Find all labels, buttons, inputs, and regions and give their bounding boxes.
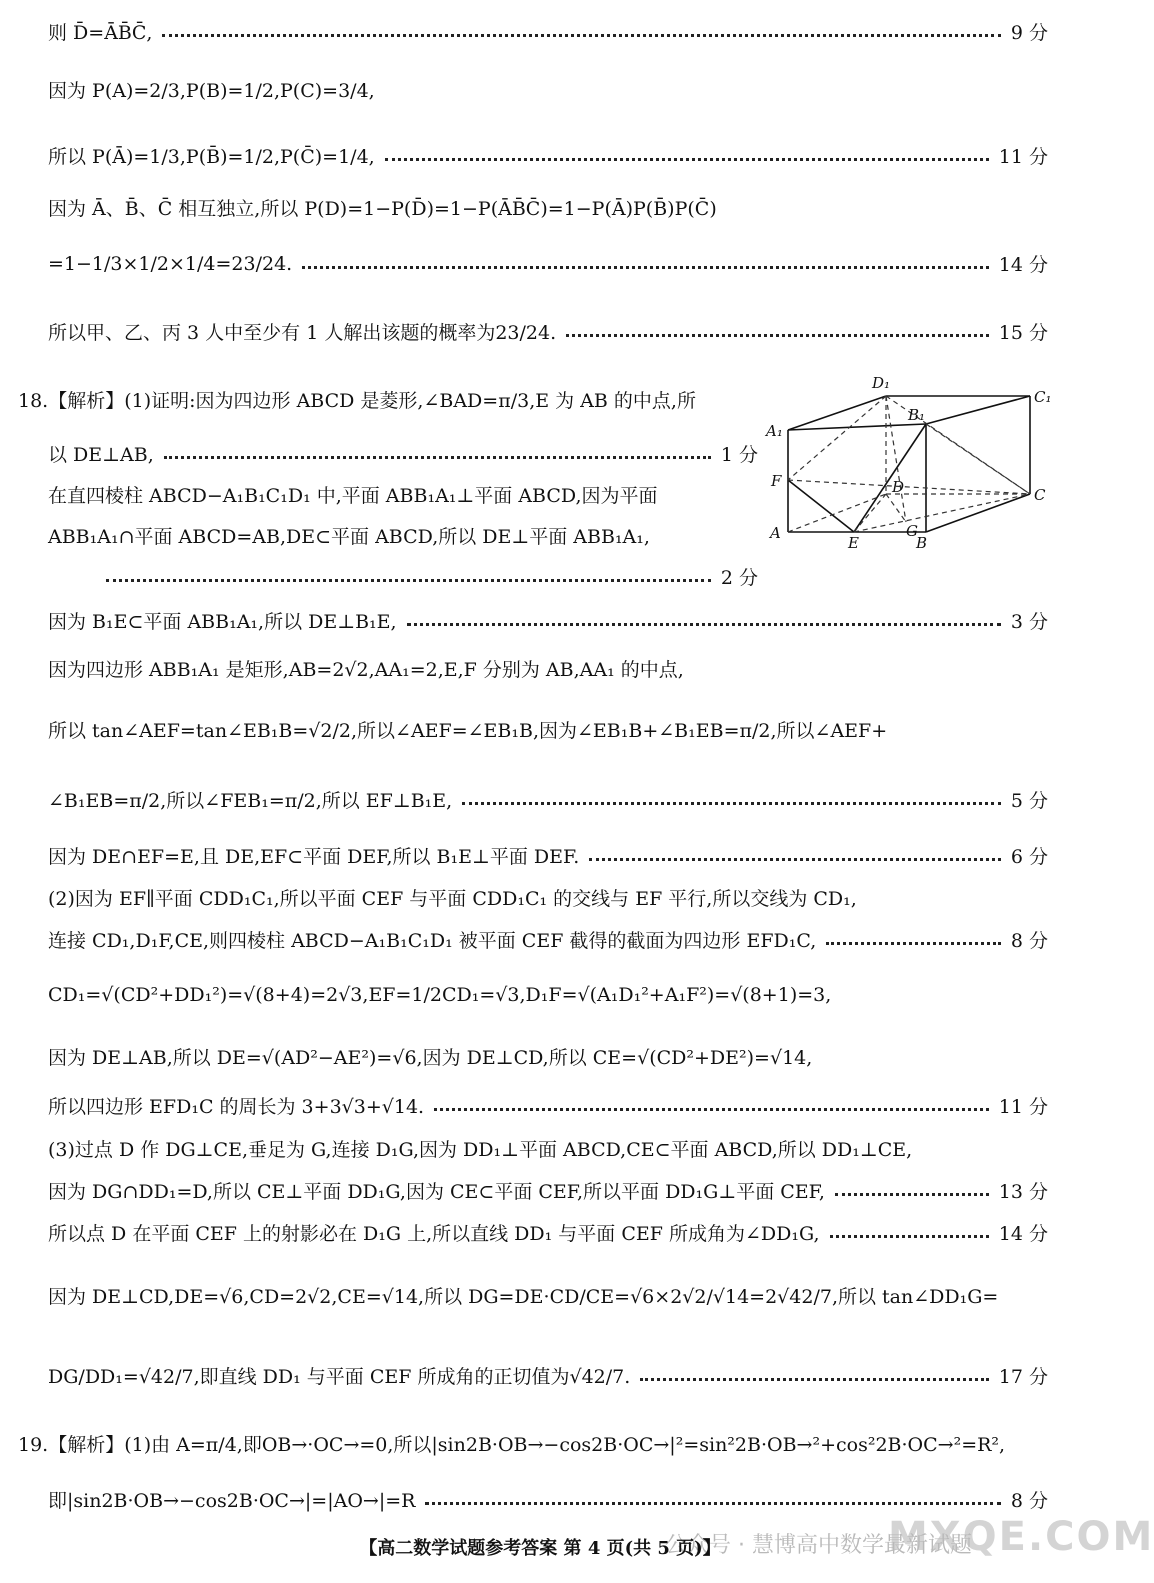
line-text: 连接 CD₁,D₁F,CE,则四棱柱 ABCD−A₁B₁C₁D₁ 被平面 CEF 截得的截面为四边形 EFD₁C,: [48, 930, 817, 952]
label-c: C: [1034, 486, 1046, 504]
leader-dots: [826, 942, 1001, 945]
watermark-text: 公众号 · 慧博高中数学最新试题: [665, 1533, 972, 1558]
line-text: =1−1/3×1/2×1/4=23/24.: [48, 252, 293, 275]
score: 2 分: [720, 567, 758, 589]
line-12: [48, 607, 1048, 634]
score: 8 分: [1010, 930, 1048, 952]
label-g: G: [906, 522, 918, 540]
line-text: 因为 DE⊥AB,所以 DE=√(AD²−AE²)=√6,因为 DE⊥CD,所以 CE=√(CD²+DE²)=√14,: [48, 1047, 813, 1069]
line-text: ∠B₁EB=π/2,所以∠FEB₁=π/2,所以 EF⊥B₁E,: [48, 790, 453, 812]
line-text: 所以点 D 在平面 CEF 上的射影必在 D₁G 上,所以直线 DD₁ 与平面 CEF 所成角为∠DD₁G,: [48, 1223, 820, 1245]
leader-dots: [830, 1235, 989, 1238]
score: 17 分: [998, 1366, 1048, 1388]
line-4: [48, 194, 1048, 221]
line-14: [48, 716, 1048, 743]
score: 11 分: [998, 146, 1048, 168]
line-26: [48, 1362, 1048, 1389]
line-2: [48, 76, 1048, 103]
line-22: [48, 1135, 1048, 1162]
edge-f-c: [788, 480, 1030, 494]
line-24: [48, 1219, 1048, 1246]
leader-dots: [162, 34, 1000, 37]
leader-dots: [302, 266, 989, 269]
line-text: ABB₁A₁∩平面 ABCD=AB,DE⊂平面 ABCD,所以 DE⊥平面 ABB₁A₁,: [48, 526, 650, 548]
line-text: 所以四边形 EFD₁C 的周长为 3+3√3+√14.: [48, 1096, 425, 1118]
leader-dots: [835, 1193, 989, 1196]
label-d: D: [892, 478, 905, 496]
line-text: 即|sin2B·OB→−cos2B·OC→|=|AO→|=R: [48, 1490, 416, 1512]
line-text: 以 DE⊥AB,: [48, 444, 154, 466]
edge-a1-d1: [788, 396, 886, 430]
line-text: 所以 P(Ā)=1/3,P(B̄)=1/2,P(C̄)=1/4,: [48, 146, 375, 168]
edge-d1-f: [788, 396, 886, 480]
score: 8 分: [1010, 1490, 1048, 1512]
line-text: 因为 Ā、B̄、C̄ 相互独立,所以 P(D)=1−P(D̄)=1−P(ĀB̄C̄)=1−P(Ā)P(B̄)P(C̄): [48, 198, 717, 220]
line-1: [48, 18, 1048, 45]
line-text: 因为 DG∩DD₁=D,所以 CE⊥平面 DD₁G,因为 CE⊂平面 CEF,所以平面 DD₁G⊥平面 CEF,: [48, 1181, 825, 1203]
label-e: E: [848, 534, 859, 552]
score: 9 分: [1010, 22, 1048, 44]
line-9: [48, 481, 758, 508]
score: 15 分: [998, 322, 1048, 344]
leader-dots: [425, 1502, 1000, 1505]
score: 5 分: [1010, 790, 1048, 812]
line-text: (2)因为 EF∥平面 CDD₁C₁,所以平面 CEF 与平面 CDD₁C₁ 的交线与 EF 平行,所以交线为 CD₁,: [48, 888, 857, 910]
edge-e-b1: [854, 424, 926, 532]
line-19: [48, 984, 1048, 1006]
label-c1: C₁: [1034, 388, 1052, 406]
line-6: [48, 318, 1048, 345]
line-text: 则 D̄=ĀB̄C̄,: [48, 22, 153, 44]
prism-figure: [766, 372, 1056, 552]
leader-dots: [164, 456, 711, 459]
line-text: 因为 DE∩EF=E,且 DE,EF⊂平面 DEF,所以 B₁E⊥平面 DEF.: [48, 846, 580, 868]
label-a1: A₁: [766, 422, 783, 440]
label-f: F: [771, 472, 782, 490]
line-text: 18.【解析】(1)证明:因为四边形 ABCD 是菱形,∠BAD=π/3,E 为 AB 的中点,所: [18, 390, 696, 412]
leader-dots: [640, 1378, 989, 1381]
line-text: 因为 DE⊥CD,DE=√6,CD=2√2,CE=√14,所以 DG=DE·CD/CE=√6×2√2/√14=2√42/7,所以 tan∠DD₁G=: [48, 1286, 999, 1308]
leader-dots: [589, 858, 1001, 861]
line-15: [48, 786, 1048, 813]
line-text: CD₁=√(CD²+DD₁²)=√(8+4)=2√3,EF=1/2CD₁=√3,D₁F=√(A₁D₁²+A₁F²)=√(8+1)=3,: [48, 984, 832, 1006]
leader-dots: [434, 1108, 989, 1111]
line-10: [48, 522, 758, 549]
line-text: 所以 tan∠AEF=tan∠EB₁B=√2/2,所以∠AEF=∠EB₁B,因为∠EB₁B+∠B₁EB=π/2,所以∠AEF+: [48, 720, 888, 742]
line-16: [48, 842, 1048, 869]
edge-d-g: [886, 494, 906, 522]
line-13: [48, 655, 1048, 682]
edge-f-e: [788, 480, 854, 532]
line-text: 因为 B₁E⊂平面 ABB₁A₁,所以 DE⊥B₁E,: [48, 611, 397, 633]
line-5: [48, 250, 1048, 277]
watermark-logo: MXQE.COM: [888, 1514, 1154, 1560]
leader-dots: [407, 623, 1001, 626]
score: 13 分: [998, 1181, 1048, 1203]
label-b1: B₁: [908, 406, 926, 424]
line-20: [48, 1043, 1048, 1070]
line-text: 在直四棱柱 ABCD−A₁B₁C₁D₁ 中,平面 ABB₁A₁⊥平面 ABCD,因为平面: [48, 485, 658, 507]
line-11: [96, 563, 758, 590]
leader-dots: [566, 334, 989, 337]
label-a: A: [770, 524, 781, 542]
line-text: 因为 P(A)=2/3,P(B)=1/2,P(C)=3/4,: [48, 80, 375, 102]
line-text: 19.【解析】(1)由 A=π/4,即OB→·OC→=0,所以|sin2B·OB→−cos2B·OC→|²=sin²2B·OB→²+cos²2B·OC→²=R²,: [18, 1434, 1006, 1456]
label-b: B: [916, 534, 928, 552]
leader-dots: [106, 579, 711, 582]
score: 14 分: [998, 254, 1048, 276]
score: 3 分: [1010, 611, 1048, 633]
line-text: (3)过点 D 作 DG⊥CE,垂足为 G,连接 D₁G,因为 DD₁⊥平面 ABCD,CE⊂平面 ABCD,所以 DD₁⊥CE,: [48, 1139, 913, 1161]
line-18: [48, 926, 1048, 953]
line-17: [48, 884, 1048, 911]
line-28: [48, 1486, 1048, 1513]
edge-b-c: [926, 494, 1030, 532]
leader-dots: [385, 158, 989, 161]
line-text: DG/DD₁=√42/7,即直线 DD₁ 与平面 CEF 所成角的正切值为√42/7.: [48, 1366, 631, 1388]
line-text: 因为四边形 ABB₁A₁ 是矩形,AB=2√2,AA₁=2,E,F 分别为 AB,AA₁ 的中点,: [48, 659, 684, 681]
score: 6 分: [1010, 846, 1048, 868]
label-d1: D₁: [872, 374, 891, 392]
line-7: [18, 386, 750, 413]
line-21: [48, 1092, 1048, 1119]
score: 1 分: [720, 444, 758, 466]
edge-a-d: [788, 494, 886, 532]
score: 11 分: [998, 1096, 1048, 1118]
line-23: [48, 1177, 1048, 1204]
edge-b1-c1: [926, 396, 1030, 424]
line-3: [48, 142, 1048, 169]
leader-dots: [462, 802, 1001, 805]
edge-a1-b1: [788, 424, 926, 430]
score: 14 分: [998, 1223, 1048, 1245]
line-text: 所以甲、乙、丙 3 人中至少有 1 人解出该题的概率为23/24.: [48, 322, 557, 344]
line-27: [18, 1430, 1048, 1457]
line-8: [48, 440, 758, 467]
line-25: [48, 1282, 1048, 1309]
page-footer: 【高二数学试题参考答案 第 4 页(共 5 页)】: [359, 1538, 721, 1559]
